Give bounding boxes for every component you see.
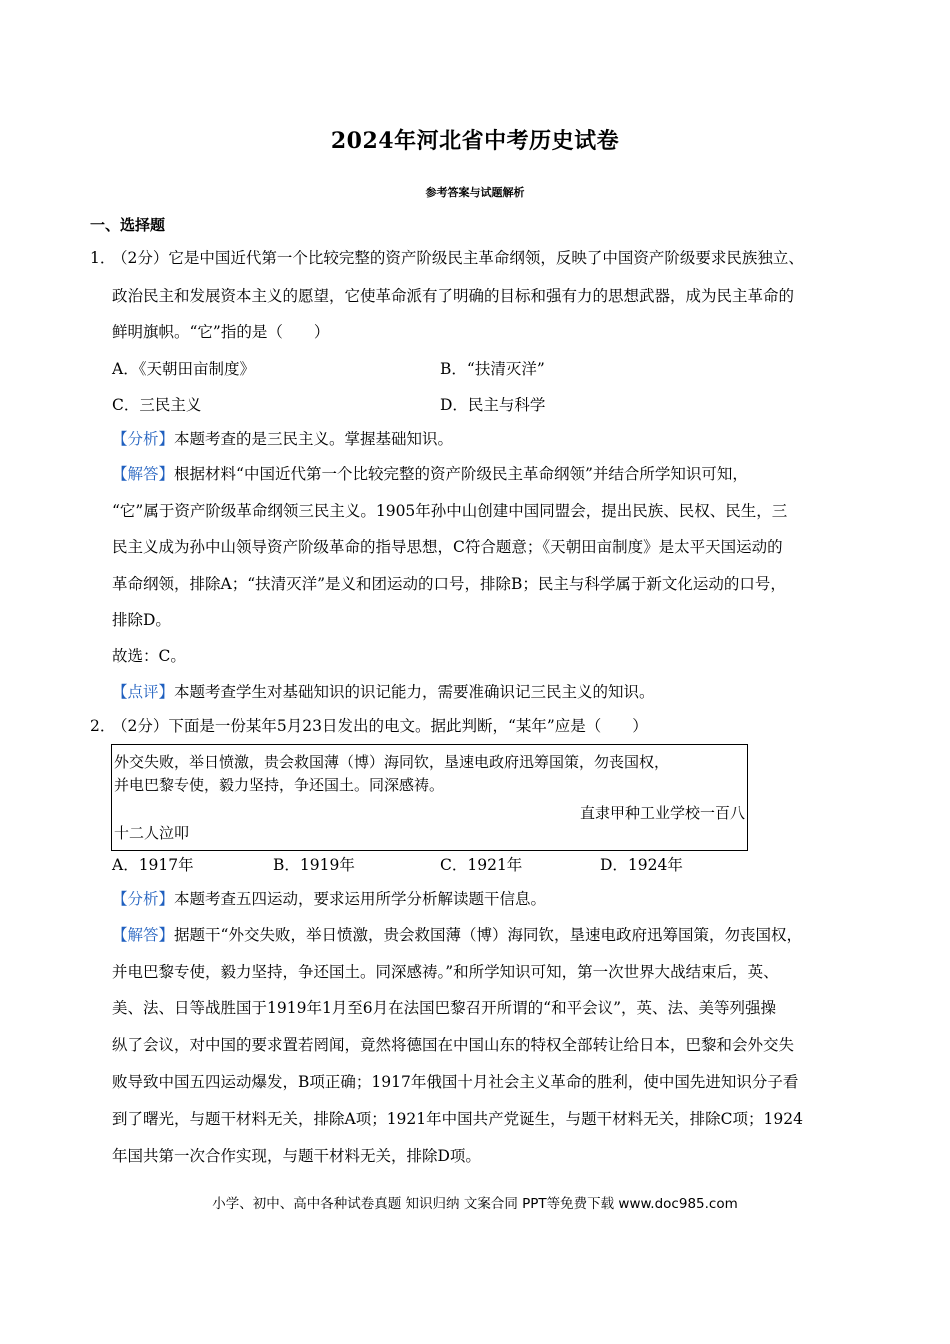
analysis-text: 本题考查的是三民主义。掌握基础知识。: [174, 430, 454, 448]
analysis-text: 本题考查五四运动，要求运用所学分析解读题干信息。: [174, 890, 547, 908]
answer-text: 根据材料“中国近代第一个比较完整的资产阶级民主革命纲领”并结合所学知识可知，: [174, 465, 748, 483]
answer-text: 排除D。: [112, 611, 171, 629]
page-subtitle: 参考答案与试题解析: [425, 186, 525, 199]
option-a: A．1917年: [112, 856, 194, 874]
question-stem-line: 鲜明旗帜。“它”指的是（ ）: [112, 323, 330, 341]
choice-text: 故选：C。: [112, 647, 186, 665]
answer-line: [112, 464, 748, 484]
option-b: B．1919年: [273, 856, 355, 874]
question-stem-line: （2分）下面是一份某年5月23日发出的电文。据此判断，“某年”应是（ ）: [112, 717, 648, 735]
telegram-box: [111, 744, 748, 851]
answer-line: [112, 925, 802, 945]
question-stem-line: （2分）它是中国近代第一个比较完整的资产阶级民主革命纲领，反映了中国资产阶级要求民族独立、: [112, 249, 804, 267]
page-title: 2024年河北省中考历史试卷: [330, 128, 620, 154]
option-c: C．1921年: [440, 856, 523, 874]
section-heading: 一、选择题: [90, 216, 166, 234]
option-d: D．1924年: [600, 856, 683, 874]
question-number: 2．: [90, 717, 116, 735]
analysis-line: [112, 889, 546, 909]
option-c: C．三民主义: [112, 396, 202, 414]
answer-text: 败导致中国五四运动爆发，B项正确；1917年俄国十月社会主义革命的胜利，使中国先进知识分子看: [112, 1073, 799, 1091]
comment-text: 本题考查学生对基础知识的识记能力，需要准确识记三民主义的知识。: [174, 683, 655, 701]
answer-text: 革命纲领，排除A；“扶清灭洋”是义和团运动的口号，排除B；民主与科学属于新文化运动的口号，: [112, 575, 786, 593]
answer-tag: 【解答】: [112, 926, 175, 944]
comment-line: [112, 682, 655, 702]
option-b: B．“扶清灭洋”: [440, 360, 545, 378]
answer-text: 据题干“外交失败，举日愤激，贵会救国薄（博）海同钦，垦速电政府迅筹国策，勿丧国权，: [174, 926, 802, 944]
telegram-line: 外交失败，举日愤激，贵会救国薄（博）海同钦，垦速电政府迅筹国策，勿丧国权，: [114, 753, 670, 771]
option-d: D．民主与科学: [440, 396, 546, 414]
option-a: A．《天朝田亩制度》: [112, 360, 255, 378]
comment-tag: 【点评】: [112, 683, 175, 701]
answer-text: 年国共第一次合作实现，与题干材料无关，排除D项。: [112, 1147, 481, 1165]
answer-text: 并电巴黎专使，毅力坚持，争还国土。同深感祷。”和所学知识可知，第一次世界大战结束后，英、: [112, 963, 779, 981]
answer-text: 民主义成为孙中山领导资产阶级革命的指导思想，C符合题意；《天朝田亩制度》是太平天国运动的: [112, 538, 783, 556]
question-number: 1．: [90, 249, 116, 267]
page-footer: 小学、初中、高中各种试卷真题 知识归纳 文案合同 PPT等免费下载 www.doc985.com: [212, 1196, 738, 1212]
answer-text: 美、法、日等战胜国于1919年1月至6月在法国巴黎召开所谓的“和平会议”，英、法、美等列强操: [112, 999, 777, 1017]
telegram-signature: 直隶甲种工业学校一百八: [579, 804, 745, 822]
answer-text: “它”属于资产阶级革命纲领三民主义。1905年孙中山创建中国同盟会，提出民族、民权、民生，三: [112, 502, 788, 520]
answer-tag: 【解答】: [112, 465, 175, 483]
answer-text: 到了曙光，与题干材料无关，排除A项；1921年中国共产党诞生，与题干材料无关，排除C项；1924: [112, 1110, 803, 1128]
telegram-line: 并电巴黎专使，毅力坚持，争还国土。同深感祷。: [114, 776, 445, 794]
analysis-line: [112, 429, 453, 449]
analysis-tag: 【分析】: [112, 430, 175, 448]
answer-text: 纵了会议，对中国的要求置若罔闻，竟然将德国在中国山东的特权全部转让给日本，巴黎和会外交失: [112, 1036, 795, 1054]
analysis-tag: 【分析】: [112, 890, 175, 908]
question-stem-line: 政治民主和发展资本主义的愿望，它使革命派有了明确的目标和强有力的思想武器，成为民主革命的: [112, 287, 795, 305]
telegram-signature: 十二人泣叩: [114, 824, 190, 842]
